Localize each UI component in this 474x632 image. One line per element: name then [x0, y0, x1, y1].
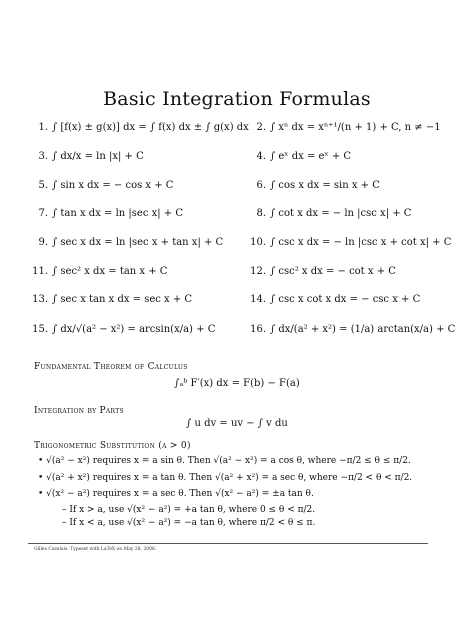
formula-text: ∫ [f(x) ± g(x)] dx = ∫ f(x) dx ± ∫ g(x) dx — [52, 122, 249, 133]
formula-13 — [30, 293, 192, 307]
formula-number: 14. — [250, 294, 266, 305]
formula-3 — [30, 150, 144, 164]
trig-bullet-2: • √(a² + x²) requires x = a tan θ. Then √(a² + x²) = a sec θ, where −π/2 < θ < π/2. — [38, 473, 413, 483]
formula-number: 10. — [250, 237, 266, 248]
formula-text: ∫ dx/x = ln |x| + C — [52, 151, 144, 162]
formula-number: 11. — [32, 266, 48, 277]
formula-text: ∫ csc x cot x dx = − csc x + C — [270, 294, 421, 305]
footer-divider — [28, 543, 428, 544]
formula-number: 7. — [38, 208, 48, 219]
ibp-heading: Integration by Parts — [34, 406, 124, 416]
formula-number: 5. — [38, 180, 48, 191]
formula-number: 6. — [256, 180, 266, 191]
formula-text: ∫ dx/√(a² − x²) = arcsin(x/a) + C — [52, 324, 216, 335]
formula-number: 12. — [250, 266, 266, 277]
formula-10 — [248, 236, 451, 250]
formula-12 — [248, 265, 396, 279]
page-title: Basic Integration Formulas — [103, 88, 371, 110]
formula-number: 13. — [32, 294, 48, 305]
formula-text: ∫ tan x dx = ln |sec x| + C — [52, 208, 183, 219]
ftc-heading: Fundamental Theorem of Calculus — [34, 362, 188, 372]
formula-1 — [30, 121, 249, 135]
trig-bullet-3: • √(x² − a²) requires x = a sec θ. Then √(x² − a²) = ±a tan θ. — [38, 489, 314, 499]
formula-9 — [30, 236, 223, 250]
formula-text: ∫ xⁿ dx = xⁿ⁺¹/(n + 1) + C, n ≠ −1 — [270, 122, 441, 133]
formula-number: 1. — [38, 122, 48, 133]
trig-sub-bullet-2: – If x < a, use √(x² − a²) = −a tan θ, where π/2 < θ ≤ π. — [62, 518, 316, 528]
formula-11 — [30, 265, 167, 279]
formula-text: ∫ sec x tan x dx = sec x + C — [52, 294, 193, 305]
formula-number: 9. — [38, 237, 48, 248]
formula-text: ∫ sec² x dx = tan x + C — [52, 266, 168, 277]
trig-heading: Trigonometric Substitution (a > 0) — [34, 441, 191, 451]
ftc-formula: ∫ₐᵇ F′(x) dx = F(b) − F(a) — [174, 378, 300, 389]
formula-number: 3. — [38, 151, 48, 162]
formula-15 — [30, 323, 215, 337]
formula-text: ∫ csc x dx = − ln |csc x + cot x| + C — [270, 237, 452, 248]
formula-text: ∫ cot x dx = − ln |csc x| + C — [270, 208, 412, 219]
formula-5 — [30, 179, 173, 193]
trig-sub-bullet-1: – If x > a, use √(x² − a²) = +a tan θ, where 0 ≤ θ < π/2. — [62, 505, 316, 515]
formula-text: ∫ sec x dx = ln |sec x + tan x| + C — [52, 237, 224, 248]
formula-8 — [248, 207, 411, 221]
formula-number: 15. — [32, 324, 48, 335]
trig-bullet-1: • √(a² − x²) requires x = a sin θ. Then √(a² − x²) = a cos θ, where −π/2 ≤ θ ≤ π/2. — [38, 456, 411, 466]
footer-credit: Gilles Cazelais. Typeset with LaTeX on May 28, 2006. — [34, 547, 157, 552]
formula-7 — [30, 207, 183, 221]
formula-text: ∫ csc² x dx = − cot x + C — [270, 266, 396, 277]
formula-text: ∫ eˣ dx = eˣ + C — [270, 151, 352, 162]
formula-text: ∫ sin x dx = − cos x + C — [52, 180, 174, 191]
formula-number: 16. — [250, 324, 266, 335]
ibp-formula: ∫ u dv = uv − ∫ v du — [186, 418, 288, 429]
formula-number: 8. — [256, 208, 266, 219]
formula-6 — [248, 179, 380, 193]
formula-number: 4. — [256, 151, 266, 162]
formula-text: ∫ dx/(a² + x²) = (1/a) arctan(x/a) + C — [270, 324, 456, 335]
formula-14 — [248, 293, 420, 307]
formula-number: 2. — [256, 122, 266, 133]
formula-2 — [248, 121, 441, 135]
formula-4 — [248, 150, 351, 164]
formula-16 — [248, 323, 455, 337]
formula-text: ∫ cos x dx = sin x + C — [270, 180, 380, 191]
